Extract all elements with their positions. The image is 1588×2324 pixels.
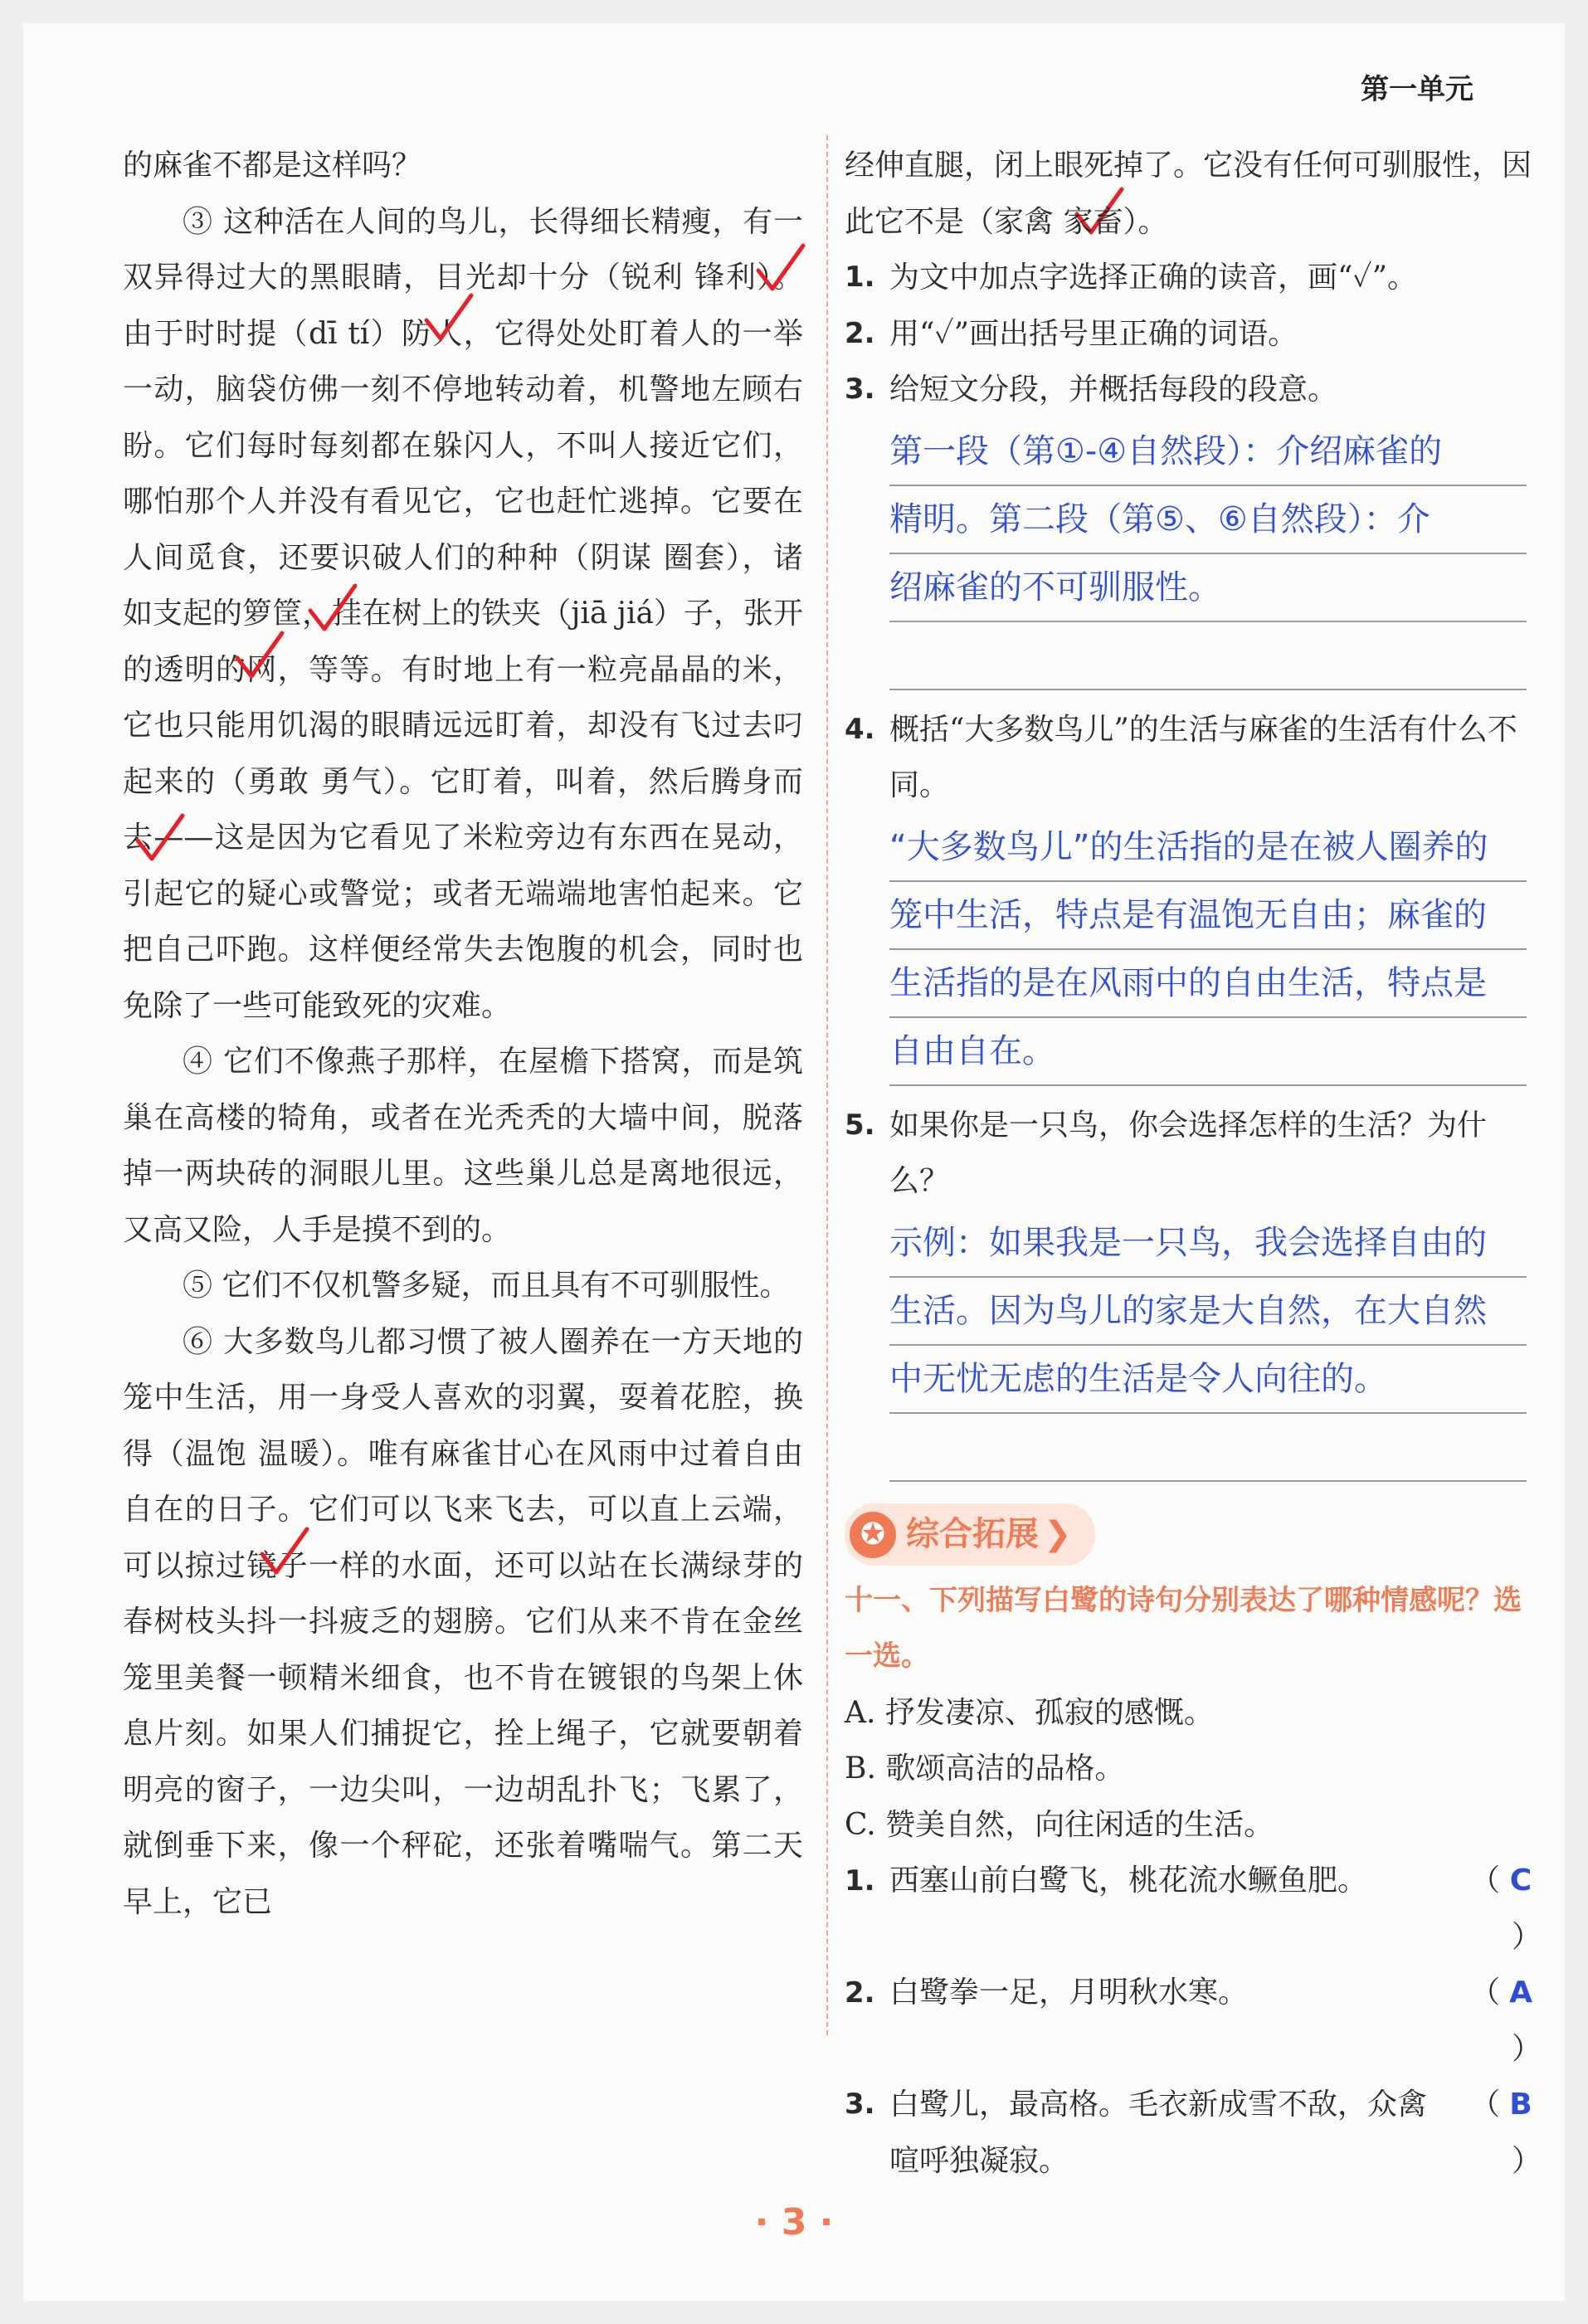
answer-line: 绍麻雀的不可驯服性。: [889, 554, 1527, 622]
check-mark-icon: [304, 577, 362, 644]
worksheet-page: [23, 23, 1565, 2301]
question-number: 1.: [845, 261, 875, 294]
question-number: 5.: [845, 1108, 875, 1142]
question-number: 2.: [845, 1976, 875, 2010]
question-5: [845, 1098, 1542, 1210]
question-text: 给短文分段，并概括每段的段意。: [889, 373, 1338, 407]
question-4: [845, 702, 1542, 814]
passage-continuation: 经伸直腿，闭上眼死掉了。它没有任何可驯服性，因此它不是（家禽 家畜）。: [845, 149, 1532, 239]
answer-line: “大多数鸟儿”的生活指的是在被人圈养的: [889, 814, 1527, 882]
answer-line: 笼中生活，特点是有温饱无自由；麻雀的: [889, 882, 1527, 950]
answer-line: [889, 622, 1527, 690]
poem-text: 白鹭儿，最高格。毛衣新成雪不敌，众禽喧呼独凝寂。: [889, 2088, 1428, 2178]
answer-line: 生活。因为鸟儿的家是大自然，在大自然: [889, 1278, 1527, 1346]
questions-column: [845, 138, 1542, 2189]
answer-letter: B: [1509, 2088, 1532, 2122]
question-text: 为文中加点字选择正确的读音，画“✓”。: [889, 261, 1418, 295]
poem-item-1: [845, 1853, 1542, 1965]
answer-area-3[interactable]: [889, 418, 1527, 690]
poem-text: 西塞山前白鹭飞，桃花流水鳜鱼肥。: [889, 1864, 1368, 1898]
question-text: 概括“大多数鸟儿”的生活与麻雀的生活有什么不同。: [889, 712, 1517, 802]
option-c: C. 赞美自然，向往闲适的生活。: [845, 1807, 1274, 1842]
question-1: [845, 250, 1542, 306]
question-2: [845, 306, 1542, 363]
answer-line: 中无忧无虑的生活是令人向往的。: [889, 1346, 1527, 1414]
option-b: B. 歌颂高洁的品格。: [845, 1752, 1125, 1786]
question-number: 1.: [845, 1864, 875, 1898]
poem-item-3: [845, 2077, 1542, 2189]
check-mark-icon: [420, 287, 478, 353]
page-number: · 3 ·: [754, 2201, 834, 2244]
answer-letter: C: [1509, 1864, 1532, 1898]
answer-line: 精明。第二段（第⑤、⑥自然段）：介: [889, 486, 1527, 554]
question-11-prompt: 十一、下列描写白鹭的诗句分别表达了哪种情感呢？选一选。: [845, 1583, 1522, 1673]
question-number: 2.: [845, 316, 875, 350]
answer-line: 示例：如果我是一只鸟，我会选择自由的: [889, 1210, 1527, 1278]
passage-paragraph-5: ⑤ 它们不仅机警多疑，而且具有不可驯服性。: [183, 1269, 790, 1303]
check-mark-icon: [131, 807, 189, 874]
passage-paragraph-6: ⑥ 大多数鸟儿都习惯了被人圈养在一方天地的笼中生活，用一身受人喜欢的羽翼，耍着花腔，换得（温饱 温暖）。唯有麻雀甘心在风雨中过着自由自在的日子。它们可以飞来飞去，可以直上云端，可以掠过镜子一样的水面，还可以站在长满绿芽的春树枝头抖一抖疲乏的翅膀。它们从来不肯在金丝笼里美餐一顿精米细食，也不肯在镀银的鸟架上休息片刻。如果人们捕捉它，拴上绳子，它就要朝着明亮的窗子，一边尖叫，一边胡乱扑飞；飞累了，就倒垂下来，像一个秤砣，还张着嘴喘气。第二天早上，它已: [123, 1324, 803, 1919]
passage-paragraph-0: 的麻雀不都是这样吗？: [123, 149, 422, 183]
answer-bracket[interactable]: （ A）: [1442, 1965, 1542, 2077]
passage-column: [123, 138, 803, 1930]
question-text: 用“✓”画出括号里正确的词语。: [889, 316, 1298, 351]
answer-bracket[interactable]: （ C）: [1442, 1853, 1542, 1965]
question-number: 3.: [845, 2088, 875, 2121]
check-mark-icon: [231, 625, 289, 691]
question-number: 4.: [845, 712, 875, 746]
answer-line: 生活指的是在风雨中的自由生活，特点是: [889, 950, 1527, 1018]
star-icon: ✪: [850, 1512, 896, 1558]
section-badge: [845, 1503, 1095, 1566]
answer-line: 第一段（第①-④自然段）：介绍麻雀的: [889, 418, 1527, 486]
answer-letter: A: [1509, 1976, 1532, 2010]
answer-area-4[interactable]: [889, 814, 1527, 1086]
question-number: 3.: [845, 373, 875, 406]
answer-area-5[interactable]: [889, 1210, 1527, 1482]
answer-line: 自由自在。: [889, 1018, 1527, 1086]
check-mark-icon: [752, 237, 810, 304]
unit-header: 第一单元: [1361, 73, 1474, 106]
column-divider: [826, 135, 828, 2035]
poem-text: 白鹭拳一足，月明秋水寒。: [889, 1976, 1249, 2010]
option-a: A. 抒发凄凉、孤寂的感慨。: [845, 1695, 1214, 1730]
question-text: 如果你是一只鸟，你会选择怎样的生活？为什么？: [889, 1108, 1488, 1198]
poem-item-2: [845, 1965, 1542, 2077]
section-title: 综合拓展: [906, 1514, 1039, 1553]
passage-paragraph-4: ④ 它们不像燕子那样，在屋檐下搭窝，而是筑巢在高楼的犄角，或者在光秃秃的大墙中间，脱落掉一两块砖的洞眼儿里。这些巢儿总是离地很远，又高又险，人手是摸不到的。: [123, 1045, 803, 1247]
passage-paragraph-3: ③ 这种活在人间的鸟儿，长得细长精瘦，有一双异得过大的黑眼睛，目光却十分（锐利 锋利）。由于时时提（dī tí）防人，它得处处盯着人的一举一动，脑袋仿佛一刻不停地转动着，机警地左顾右盼。它们每时每刻都在躲闪人，不叫人接近它们，哪怕那个人并没有看见它，它也赶忙逃掉。它要在人间觅食，还要识破人们的种种（阴谋 圈套），诸如支起的箩筐，挂在树上的铁夹（jiā jiá）子，张开的透明的网，等等。有时地上有一粒亮晶晶的米，它也只能用饥渴的眼睛远远盯着，却没有飞过去叼起来的（勇敢 勇气）。它盯着，叫着，然后腾身而去——这是因为它看见了米粒旁边有东西在晃动，引起它的疑心或警觉；或者无端端地害怕起来。它把自己吓跑。这样便经常失去饱腹的机会，同时也免除了一些可能致死的灾难。: [123, 204, 803, 1023]
answer-line: [889, 1414, 1527, 1482]
question-3: [845, 362, 1542, 418]
answer-bracket[interactable]: （ B）: [1442, 2077, 1542, 2189]
chevron-right-icon: ❯: [1044, 1514, 1072, 1553]
check-mark-icon: [256, 1521, 314, 1587]
section-header: [845, 1505, 1542, 1565]
